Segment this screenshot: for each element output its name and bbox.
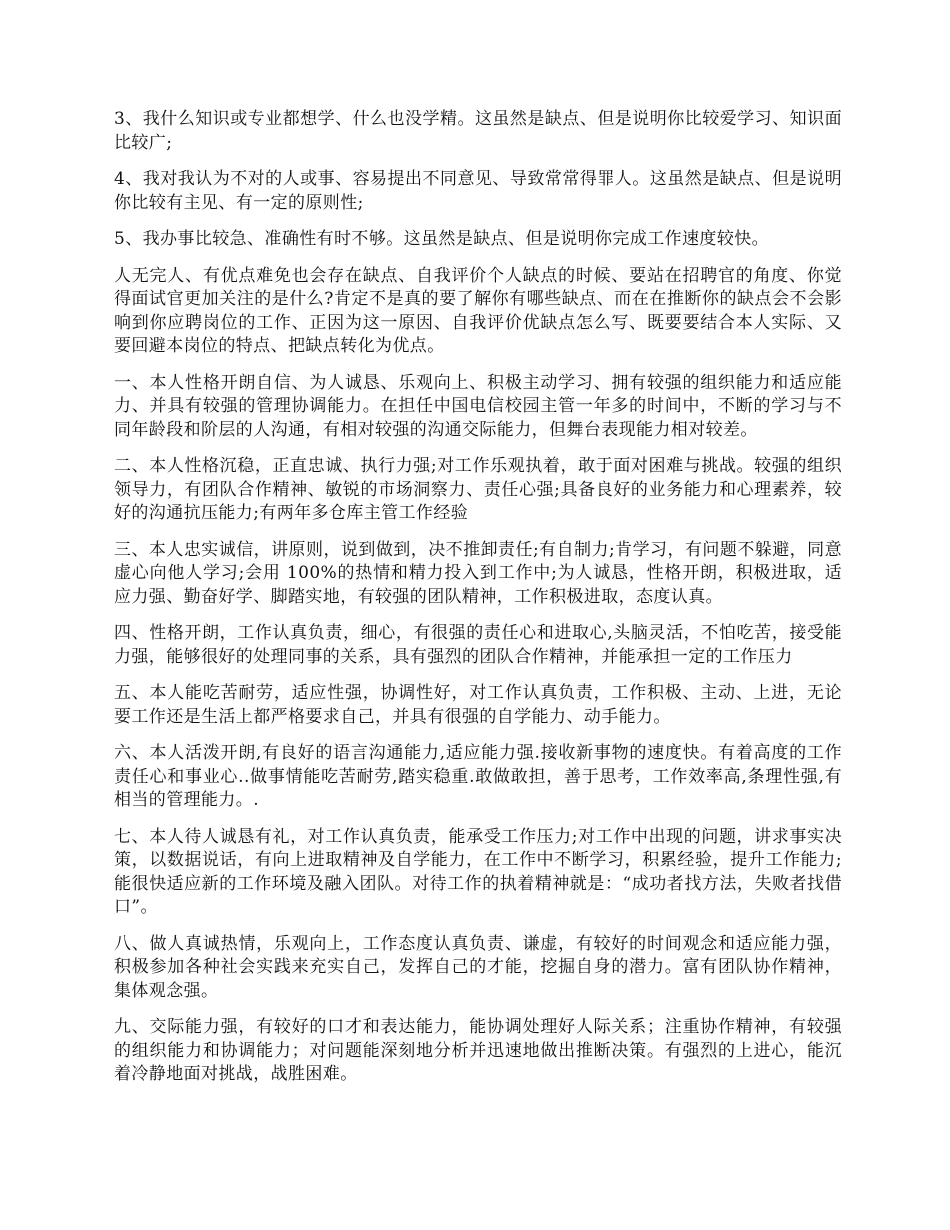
paragraph-3: 3、我什么知识或专业都想学、什么也没学精。这虽然是缺点、但是说明你比较爱学习、知识面比较广; (114, 109, 842, 153)
paragraph-item-8: 八、做人真诚热情，乐观向上，工作态度认真负责、谦虚，有较好的时间观念和适应能力强，积极参加各种社会实践来充实自己，发挥自己的才能，挖掘自身的潜力。富有团队协作精神，集体观念强。 (114, 933, 842, 1001)
paragraph-item-5: 五、本人能吃苦耐劳，适应性强，协调性好，对工作认真负责，工作积极、主动、上进，无论要工作还是生活上都严格要求自己，并具有很强的自学能力、动手能力。 (114, 683, 842, 727)
paragraph-item-4: 四、性格开朗，工作认真负责，细心，有很强的责任心和进取心,头脑灵活，不怕吃苦，接受能力强，能够很好的处理同事的关系，具有强烈的团队合作精神，并能承担一定的工作压力 (114, 623, 842, 667)
document-body (114, 108, 842, 1100)
paragraph-item-6: 六、本人活泼开朗,有良好的语言沟通能力,适应能力强.接收新事物的速度快。有着高度的工作责任心和事业心..做事情能吃苦耐劳,踏实稳重.敢做敢担，善于思考，工作效率高,条理性强,有相当的管理能力。. (114, 743, 842, 810)
paragraph-item-1: 一、本人性格开朗自信、为人诚恳、乐观向上、积极主动学习、拥有较强的组织能力和适应能力、并具有较强的管理协调能力。在担任中国电信校园主管一年多的时间中，不断的学习与不同年龄段和阶层的人沟通，有相对较强的沟通交际能力，但舞台表现能力相对较差。 (114, 372, 842, 440)
paragraph-item-9: 九、交际能力强，有较好的口才和表达能力，能协调处理好人际关系；注重协作精神，有较强的组织能力和协调能力；对问题能深刻地分析并迅速地做出推断决策。有强烈的上进心，能沉着冷静地面对挑战，战胜困难。 (114, 1017, 842, 1084)
paragraph-item-2: 二、本人性格沉稳，正直忠诚、执行力强;对工作乐观执着，敢于面对困难与挑战。较强的组织领导力，有团队合作精神、敏锐的市场洞察力、责任心强;具备良好的业务能力和心理素养，较好的沟通抗压能力;有两年多仓库主管工作经验 (114, 456, 842, 523)
paragraph-item-7: 七、本人待人诚恳有礼，对工作认真负责，能承受工作压力;对工作中出现的问题，讲求事实决策，以数据说话，有向上进取精神及自学能力，在工作中不断学习，积累经验，提升工作能力;能很快适应新的工作环境及融入团队。对待工作的执着精神就是：“成功者找方法，失败者找借口”。 (114, 826, 842, 917)
paragraph-item-3: 三、本人忠实诚信，讲原则，说到做到，决不推卸责任;有自制力;肯学习，有问题不躲避，同意虚心向他人学习;会用 100%的热情和精力投入到工作中;为人诚恳，性格开朗，积极进取，适应力强、勤奋好学、脚踏实地，有较强的团队精神，工作积极进取，态度认真。 (114, 539, 842, 607)
paragraph-5: 5、我办事比较急、准确性有时不够。这虽然是缺点、但是说明你完成工作速度较快。 (114, 229, 770, 249)
paragraph-4: 4、我对我认为不对的人或事、容易提出不同意见、导致常常得罪人。这虽然是缺点、但是说明你比较有主见、有一定的原则性; (114, 169, 842, 213)
paragraph-summary: 人无完人、有优点难免也会存在缺点、自我评价个人缺点的时候、要站在招聘官的角度、你觉得面试官更加关注的是什么?肯定不是真的要了解你有哪些缺点、而在在推断你的缺点会不会影响到你应聘岗位的工作、正因为这一原因、自我评价优缺点怎么写、既要要结合本人实际、又要回避本岗位的特点、把缺点转化为优点。 (114, 265, 842, 356)
